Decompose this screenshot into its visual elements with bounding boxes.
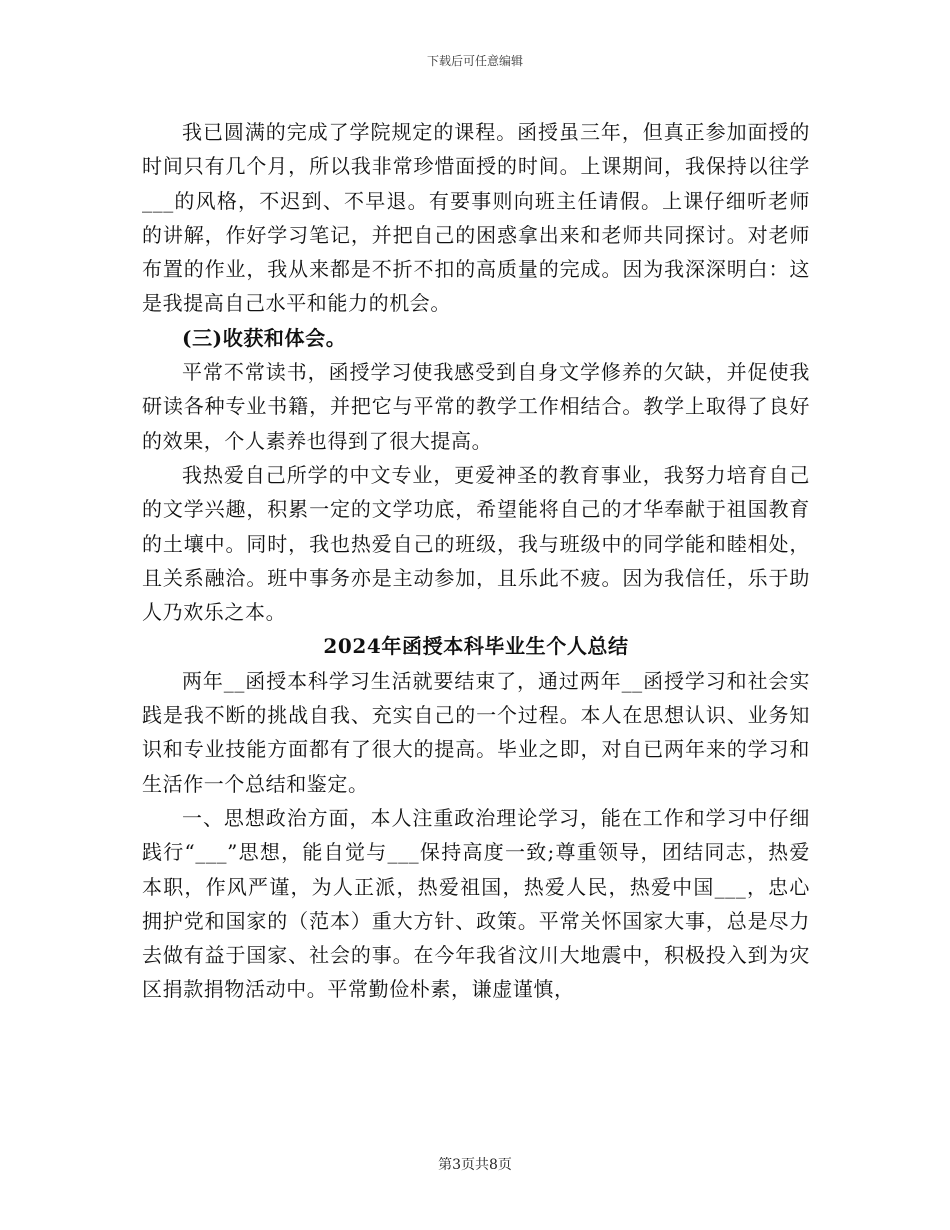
paragraph-political: 一、思想政治方面，本人注重政治理论学习，能在工作和学习中仔细践行“___”思想，能自觉与___保持高度一致;尊重领导，团结同志，热爱本职，作风严谨，为人正派，热爱祖国，热爱人民，热爱中国___，忠心拥护党和国家的（范本）重大方针、政策。平常关怀国家大事，总是尽力去做有益于国家、社会的事。在今年我省汶川大地震中，积极投入到为灾区捐款捐物活动中。平常勤俭朴素，谦虚谨慎， [142, 805, 810, 1002]
page-header-note: 下载后可任意编辑 [426, 54, 523, 68]
document-title: 2024年函授本科毕业生个人总结 [323, 634, 629, 659]
paragraph-intro: 两年__函授本科学习生活就要结束了，通过两年__函授学习和社会实践是我不断的挑战自我、充实自己的一个过程。本人在思想认识、业务知识和专业技能方面都有了很大的提高。毕业之即，对自已两年来的学习和生活作一个总结和鉴定。 [142, 668, 810, 796]
page-footer-number: 第3页共8页 [438, 1157, 512, 1173]
paragraph-course-completion: 我已圆满的完成了学院规定的课程。函授虽三年，但真正参加面授的时间只有几个月，所以我非常珍惜面授的时间。上课期间，我保持以往学___的风格，不迟到、不早退。有要事则向班主任请假。上课仔细听老师的讲解，作好学习笔记，并把自己的困惑拿出来和老师共同探讨。对老师布置的作业，我从来都是不折不扣的高质量的完成。因为我深深明白：这是我提高自己水平和能力的机会。 [142, 120, 810, 316]
section-heading-harvest: (三)收获和体会。 [182, 325, 347, 350]
paragraph-reading: 平常不常读书，函授学习使我感受到自身文学修养的欠缺，并促使我研读各种专业书籍，并把它与平常的教学工作相结合。教学上取得了良好的效果，个人素养也得到了很大提高。 [142, 360, 810, 453]
paragraph-love-of-major: 我热爱自己所学的中文专业，更爱神圣的教育事业，我努力培育自己的文学兴趣，积累一定的文学功底，希望能将自己的才华奉献于祖国教育的土壤中。同时，我也热爱自己的班级，我与班级中的同学能和睦相处，且关系融洽。班中事务亦是主动参加，且乐此不疲。因为我信任，乐于助人乃欢乐之本。 [142, 462, 810, 625]
document-body [142, 115, 810, 1007]
